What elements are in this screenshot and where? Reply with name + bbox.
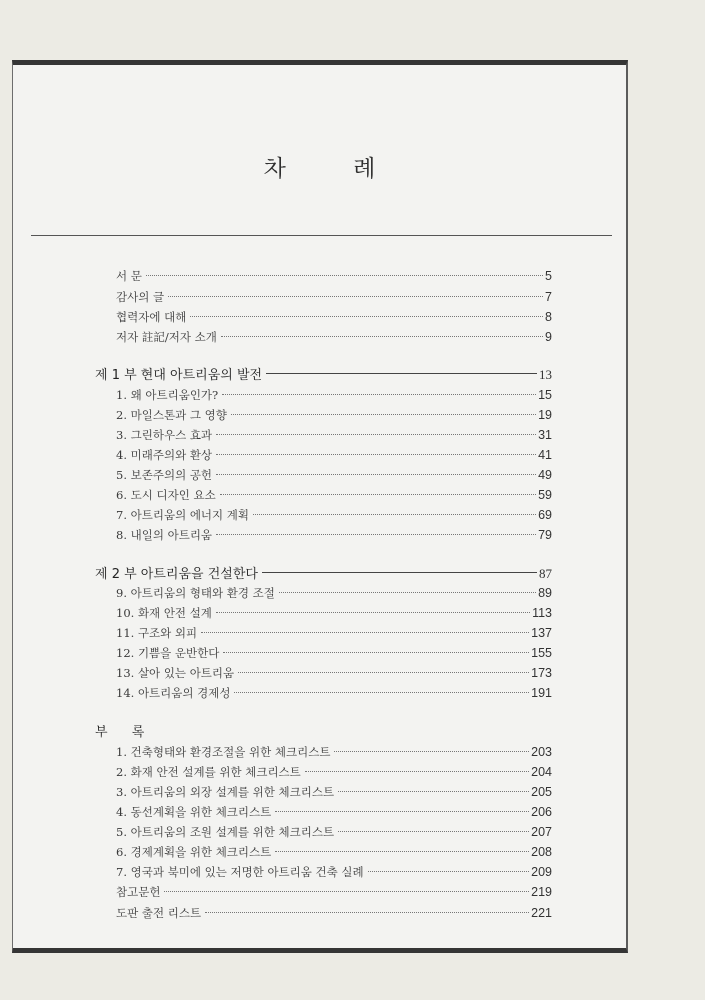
toc-entry-label: 감사의 글 [116,290,165,304]
dotted-leader [223,652,529,653]
dotted-leader [216,434,536,435]
toc-entry-label: 7. 영국과 북미에 있는 저명한 아트리움 건축 실례 [116,865,364,879]
toc-chapter-1[interactable] [116,386,552,404]
toc-entry-label: 3. 그린하우스 효과 [116,428,213,442]
dotted-leader [146,275,543,276]
toc-chapter-14[interactable] [116,684,552,702]
toc-appendix-item-6[interactable] [116,843,552,861]
table-of-contents [13,65,626,948]
toc-entry-acknowledgements[interactable] [116,288,552,306]
toc-entry-page: 208 [531,845,552,859]
toc-entry-page: 79 [538,528,552,542]
toc-entry-label: 2. 마일스톤과 그 영향 [116,408,227,422]
dotted-leader [238,672,529,673]
toc-entry-page: 173 [531,666,552,680]
toc-entry-label: 9. 아트리움의 형태와 환경 조절 [116,586,275,600]
toc-part-page: 87 [539,566,552,581]
toc-entry-page: 15 [538,388,552,402]
toc-entry-label: 12. 기쁨을 운반한다 [116,646,220,660]
toc-entry-label: 협력자에 대해 [116,310,187,324]
toc-entry-label: 참고문헌 [116,885,161,899]
toc-entry-page: 69 [538,508,552,522]
toc-chapter-5[interactable] [116,466,552,484]
dotted-leader [164,891,529,892]
toc-part-label: 제 2 부 아트리움을 건설한다 [95,567,258,582]
toc-entry-label: 13. 살아 있는 아트리움 [116,666,235,680]
toc-appendix-item-7[interactable] [116,863,552,881]
toc-appendix-item-3[interactable] [116,783,552,801]
solid-leader [262,572,537,573]
dotted-leader [338,831,529,832]
dotted-leader [221,336,543,337]
toc-chapter-4[interactable] [116,446,552,464]
toc-appendix-label: 부 록 [95,725,155,740]
toc-entry-label: 4. 미래주의와 환상 [116,448,213,462]
toc-entry-label: 5. 아트리움의 조원 설계를 위한 체크리스트 [116,825,335,839]
toc-chapter-3[interactable] [116,426,552,444]
toc-entry-page: 206 [531,805,552,819]
toc-chapter-7[interactable] [116,506,552,524]
toc-part-label: 제 1 부 현대 아트리움의 발전 [95,368,263,383]
toc-chapter-13[interactable] [116,664,552,682]
toc-entry-label: 11. 구조와 외피 [116,626,198,640]
dotted-leader [168,296,543,297]
toc-entry-page: 49 [538,468,552,482]
toc-entry-page: 8 [545,310,552,324]
dotted-leader [338,791,529,792]
toc-entry-references[interactable] [116,883,552,901]
toc-entry-label: 10. 화재 안전 설계 [116,606,212,620]
dotted-leader [190,316,543,317]
toc-part-page: 13 [539,367,552,382]
toc-entry-contributors[interactable] [116,308,552,326]
dotted-leader [234,692,529,693]
toc-entry-page: 31 [538,428,552,442]
dotted-leader [368,871,530,872]
toc-entry-page: 207 [531,825,552,839]
toc-appendix-item-4[interactable] [116,803,552,821]
dotted-leader [334,751,529,752]
toc-entry-label: 6. 경제계획을 위한 체크리스트 [116,845,272,859]
dotted-leader [305,771,529,772]
toc-entry-page: 219 [531,885,552,899]
dotted-leader [205,912,529,913]
toc-entry-page: 205 [531,785,552,799]
toc-entry-label: 도판 출전 리스트 [116,906,202,920]
toc-entry-page: 7 [545,290,552,304]
toc-entry-label: 1. 건축형태와 환경조절을 위한 체크리스트 [116,745,331,759]
toc-entry-label: 8. 내일의 아트리움 [116,528,213,542]
toc-entry-label: 5. 보존주의의 공헌 [116,468,213,482]
toc-entry-page: 41 [538,448,552,462]
dotted-leader [253,514,536,515]
toc-appendix-heading[interactable] [95,724,295,742]
dotted-leader [275,851,529,852]
toc-entry-label: 14. 아트리움의 경제성 [116,686,231,700]
toc-entry-page: 5 [545,269,552,283]
toc-entry-label: 2. 화재 안전 설계를 위한 체크리스트 [116,765,301,779]
page-title: 차 례 [263,156,406,182]
toc-chapter-11[interactable] [116,624,552,642]
toc-entry-page: 59 [538,488,552,502]
toc-entry-label: 4. 동선계획을 위한 체크리스트 [116,805,272,819]
toc-chapter-8[interactable] [116,526,552,544]
toc-part-2-heading[interactable] [95,565,552,583]
toc-entry-page: 19 [538,408,552,422]
toc-chapter-9[interactable] [116,584,552,602]
toc-entry-label: 서 문 [116,269,142,283]
toc-entry-label: 6. 도시 디자인 요소 [116,488,216,502]
toc-entry-page: 204 [531,765,552,779]
toc-entry-page: 155 [531,646,552,660]
dotted-leader [279,592,536,593]
toc-entry-page: 113 [532,606,552,620]
toc-entry-page: 9 [545,330,552,344]
toc-chapter-6[interactable] [116,486,552,504]
dotted-leader [222,394,536,395]
toc-appendix-item-1[interactable] [116,743,552,761]
toc-chapter-12[interactable] [116,644,552,662]
dotted-leader [220,494,536,495]
toc-entry-label: 3. 아트리움의 외장 설계를 위한 체크리스트 [116,785,335,799]
toc-entry-label: 1. 왜 아트리움인가? [116,388,219,402]
dotted-leader [216,454,536,455]
toc-appendix-item-5[interactable] [116,823,552,841]
dotted-leader [216,612,530,613]
toc-entry-page: 209 [531,865,552,879]
toc-entry-figure-sources[interactable] [116,904,552,922]
toc-entry-page: 137 [531,626,552,640]
toc-entry-page: 89 [538,586,552,600]
toc-entry-author-notes[interactable] [116,328,552,346]
toc-entry-label: 저자 註記/저자 소개 [116,330,217,344]
dotted-leader [275,811,529,812]
toc-part-1-heading[interactable] [95,366,552,384]
toc-entry-page: 191 [531,686,552,700]
toc-entry-page: 203 [531,745,552,759]
toc-chapter-10[interactable] [116,604,552,622]
dotted-leader [201,632,529,633]
dotted-leader [231,414,536,415]
page-frame [12,60,628,953]
toc-entry-page: 221 [531,906,552,920]
dotted-leader [216,474,536,475]
toc-chapter-2[interactable] [116,406,552,424]
toc-entry-label: 7. 아트리움의 에너지 계획 [116,508,250,522]
toc-entry-preface[interactable] [116,267,552,285]
solid-leader [266,373,537,374]
toc-appendix-item-2[interactable] [116,763,552,781]
dotted-leader [216,534,536,535]
